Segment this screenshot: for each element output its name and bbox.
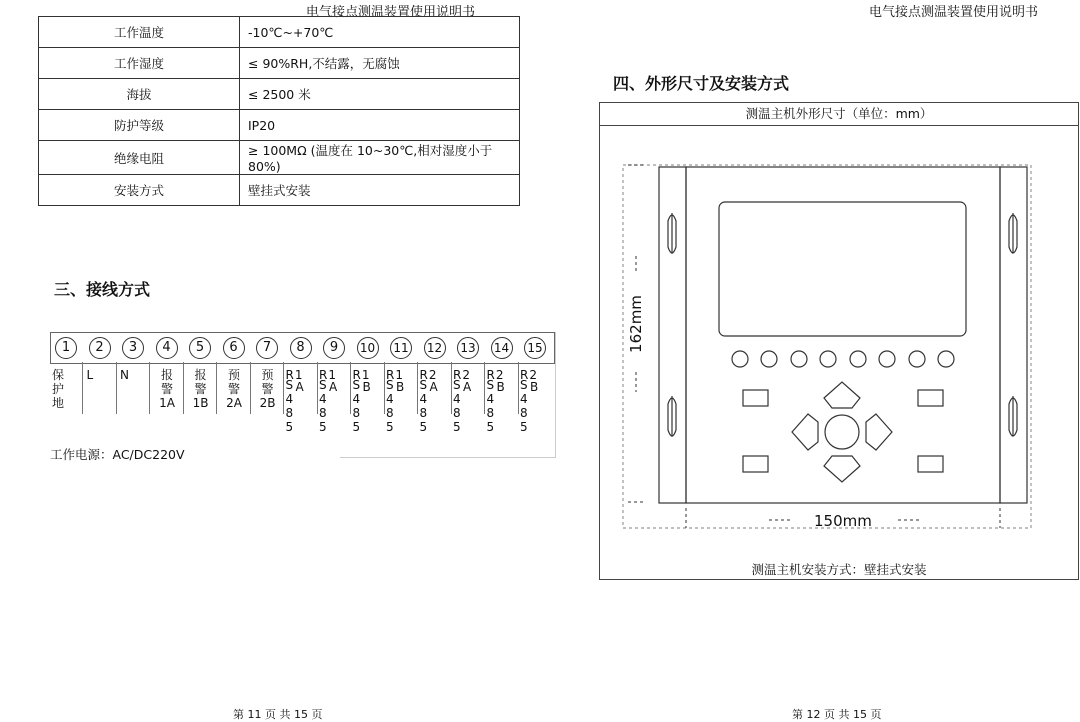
round-key bbox=[938, 351, 954, 367]
spec-value: ≤ 90%RH,不结露，无腐蚀 bbox=[240, 48, 520, 79]
round-key bbox=[850, 351, 866, 367]
terminal-label-char: S bbox=[319, 378, 328, 392]
terminal-label-char: 8 bbox=[419, 406, 429, 420]
terminal-15 bbox=[519, 332, 552, 458]
terminal-label-char: 地 bbox=[52, 396, 65, 410]
round-key bbox=[732, 351, 748, 367]
terminal-label-char: 5 bbox=[319, 420, 328, 434]
terminal-number: 13 bbox=[457, 337, 479, 359]
terminal-number: 5 bbox=[189, 337, 211, 359]
terminal-label-char: 保 bbox=[52, 368, 65, 382]
install-method-text: 测温主机安装方式：壁挂式安装 bbox=[751, 562, 927, 577]
terminal-10 bbox=[352, 332, 385, 458]
center-key bbox=[825, 415, 859, 449]
terminal-label-char: 5 bbox=[520, 420, 529, 434]
spec-value: -10℃~+70℃ bbox=[240, 17, 520, 48]
spec-key: 海拔 bbox=[39, 79, 240, 110]
table-row bbox=[39, 175, 520, 206]
spec-key: 防护等级 bbox=[39, 110, 240, 141]
spec-key: 工作湿度 bbox=[39, 48, 240, 79]
terminal-label bbox=[184, 368, 217, 410]
terminal-number: 8 bbox=[290, 337, 312, 359]
terminal-label-char: R1 bbox=[386, 368, 404, 382]
terminal-2 bbox=[84, 332, 117, 458]
terminal-label-char: S bbox=[419, 378, 429, 392]
terminal-number: 4 bbox=[156, 337, 178, 359]
round-key bbox=[909, 351, 925, 367]
terminal-label-char: 8 bbox=[453, 406, 462, 420]
rect-key bbox=[743, 390, 768, 406]
rect-key bbox=[918, 456, 943, 472]
terminal-3 bbox=[117, 332, 150, 458]
strip-edge-line bbox=[555, 332, 556, 458]
terminal-label-char: 8 bbox=[520, 406, 529, 420]
terminal-label-suffix: B bbox=[530, 380, 539, 394]
round-key bbox=[761, 351, 777, 367]
terminal-label bbox=[218, 368, 251, 410]
display-screen bbox=[719, 202, 966, 336]
left-key bbox=[792, 414, 818, 450]
terminal-number: 12 bbox=[424, 337, 446, 359]
power-note: 工作电源：AC/DC220V bbox=[50, 447, 185, 462]
terminal-label-suffix: B bbox=[362, 380, 371, 394]
terminal-label bbox=[117, 368, 150, 382]
terminal-strip bbox=[50, 332, 555, 458]
spec-key: 绝缘电阻 bbox=[39, 141, 240, 175]
terminal-8 bbox=[285, 332, 318, 458]
terminal-label-char: 2A bbox=[226, 396, 242, 410]
terminal-label-char: 预 bbox=[227, 368, 240, 382]
terminal-label bbox=[251, 368, 284, 410]
terminal-label-char: S bbox=[285, 378, 295, 392]
slot bbox=[668, 213, 676, 253]
width-dimension-label: 150mm bbox=[814, 512, 872, 530]
terminal-number: 11 bbox=[390, 337, 412, 359]
section4-title: 四、外形尺寸及安装方式 bbox=[613, 74, 790, 93]
terminal-7 bbox=[251, 332, 284, 458]
slot bbox=[668, 396, 676, 436]
terminal-label-char: 4 bbox=[319, 392, 328, 406]
terminal-label-char: S bbox=[486, 378, 496, 392]
terminal-label-char: R1 bbox=[319, 368, 337, 382]
terminal-number: 14 bbox=[491, 337, 513, 359]
terminal-1 bbox=[50, 332, 83, 458]
terminal-label bbox=[50, 368, 83, 410]
terminal-9 bbox=[318, 332, 351, 458]
table-row bbox=[39, 110, 520, 141]
terminal-label-char: 8 bbox=[319, 406, 328, 420]
terminal-label-char: 8 bbox=[285, 406, 295, 420]
left-page-header: 电气接点测温装置使用说明书 bbox=[306, 5, 476, 20]
terminal-number: 6 bbox=[223, 337, 245, 359]
device-dimension-drawing bbox=[600, 125, 1077, 578]
down-key bbox=[824, 456, 860, 482]
terminal-label bbox=[84, 368, 117, 382]
terminal-label-char: 5 bbox=[285, 420, 295, 434]
slot bbox=[1009, 396, 1017, 436]
device-body bbox=[686, 167, 1000, 503]
left-page-footer: 第 11 页 共 15 页 bbox=[233, 708, 323, 721]
terminal-label-char: 5 bbox=[386, 420, 395, 434]
terminal-label-char: N bbox=[120, 368, 129, 382]
terminal-number: 3 bbox=[122, 337, 144, 359]
terminal-14 bbox=[486, 332, 519, 458]
table-row bbox=[39, 48, 520, 79]
terminal-label-char: L bbox=[86, 368, 94, 382]
terminal-label-char: 4 bbox=[386, 392, 395, 406]
round-key bbox=[820, 351, 836, 367]
terminal-number: 2 bbox=[89, 337, 111, 359]
slot bbox=[1009, 213, 1017, 253]
round-key bbox=[879, 351, 895, 367]
outline-dashed bbox=[623, 165, 1031, 528]
terminal-label-char: 5 bbox=[419, 420, 429, 434]
terminal-label-char: 5 bbox=[486, 420, 496, 434]
terminal-label-char: R1 bbox=[352, 368, 371, 382]
terminal-label-char: 8 bbox=[486, 406, 496, 420]
section3-title: 三、接线方式 bbox=[54, 280, 151, 299]
spec-value: ≤ 2500 米 bbox=[240, 79, 520, 110]
terminal-label-char: 警 bbox=[160, 382, 173, 396]
terminal-13 bbox=[452, 332, 485, 458]
height-dimension-label-wrap bbox=[624, 295, 648, 355]
right-page-footer: 第 12 页 共 15 页 bbox=[792, 708, 882, 721]
terminal-number: 10 bbox=[357, 337, 379, 359]
terminal-label-suffix: A bbox=[463, 380, 472, 394]
right-key bbox=[866, 414, 892, 450]
spec-table bbox=[38, 16, 520, 206]
terminal-label-char: 4 bbox=[419, 392, 429, 406]
terminal-label-char: 4 bbox=[285, 392, 295, 406]
rect-key bbox=[743, 456, 768, 472]
terminal-label-suffix: A bbox=[329, 380, 338, 394]
spec-value: 壁挂式安装 bbox=[240, 175, 520, 206]
terminal-label-char: 1B bbox=[192, 396, 209, 410]
terminal-label-char: 1A bbox=[159, 396, 175, 410]
terminal-label-suffix: B bbox=[496, 380, 505, 394]
terminal-label bbox=[151, 368, 184, 410]
spec-value: IP20 bbox=[240, 110, 520, 141]
terminal-label-suffix: B bbox=[396, 380, 405, 394]
terminal-label-char: 8 bbox=[386, 406, 395, 420]
terminal-label-char: R2 bbox=[419, 368, 438, 382]
terminal-number: 7 bbox=[256, 337, 278, 359]
terminal-label-char: 警 bbox=[261, 382, 274, 396]
terminal-label-char: S bbox=[453, 378, 462, 392]
terminal-6 bbox=[218, 332, 251, 458]
terminal-label-char: 8 bbox=[352, 406, 362, 420]
terminal-label-char: 预 bbox=[261, 368, 274, 382]
table-row bbox=[39, 17, 520, 48]
terminal-label-char: 4 bbox=[352, 392, 362, 406]
terminal-number: 9 bbox=[323, 337, 345, 359]
table-row bbox=[39, 141, 520, 175]
terminal-label-char: S bbox=[386, 378, 395, 392]
terminal-label-char: 4 bbox=[486, 392, 496, 406]
terminal-label-char: R2 bbox=[453, 368, 471, 382]
terminal-label-suffix: A bbox=[295, 380, 304, 394]
terminal-label-char: 4 bbox=[453, 392, 462, 406]
terminal-12 bbox=[419, 332, 452, 458]
terminal-label-suffix: A bbox=[429, 380, 438, 394]
spec-key: 安装方式 bbox=[39, 175, 240, 206]
terminal-number: 1 bbox=[55, 337, 77, 359]
spec-value: ≥ 100MΩ (温度在 10~30℃,相对湿度小于 80%) bbox=[240, 141, 520, 175]
right-page-header: 电气接点测温装置使用说明书 bbox=[869, 5, 1039, 20]
terminal-5 bbox=[184, 332, 217, 458]
spec-key: 工作温度 bbox=[39, 17, 240, 48]
terminal-label-char: R1 bbox=[285, 368, 304, 382]
up-key bbox=[824, 382, 860, 408]
terminal-11 bbox=[385, 332, 418, 458]
terminal-label-char: 4 bbox=[520, 392, 529, 406]
terminal-label-char: S bbox=[352, 378, 362, 392]
terminal-label-char: R2 bbox=[520, 368, 538, 382]
round-key bbox=[791, 351, 807, 367]
terminal-label-char: 护 bbox=[52, 382, 65, 396]
table-row bbox=[39, 79, 520, 110]
terminal-label-char: 5 bbox=[453, 420, 462, 434]
diagram-caption: 测温主机外形尺寸（单位：mm） bbox=[600, 103, 1078, 126]
terminal-label-char: 警 bbox=[194, 382, 207, 396]
terminal-4 bbox=[151, 332, 184, 458]
terminal-label-char: 警 bbox=[227, 382, 240, 396]
terminal-label-char: 5 bbox=[352, 420, 362, 434]
terminal-number: 15 bbox=[524, 337, 546, 359]
terminal-label-char: R2 bbox=[486, 368, 505, 382]
terminal-label-char: 2B bbox=[259, 396, 276, 410]
height-dimension-label: 162mm bbox=[627, 295, 645, 353]
terminal-label-char: 报 bbox=[194, 368, 207, 382]
terminal-label-char: S bbox=[520, 378, 529, 392]
terminal-label-char: 报 bbox=[160, 368, 173, 382]
rect-key bbox=[918, 390, 943, 406]
